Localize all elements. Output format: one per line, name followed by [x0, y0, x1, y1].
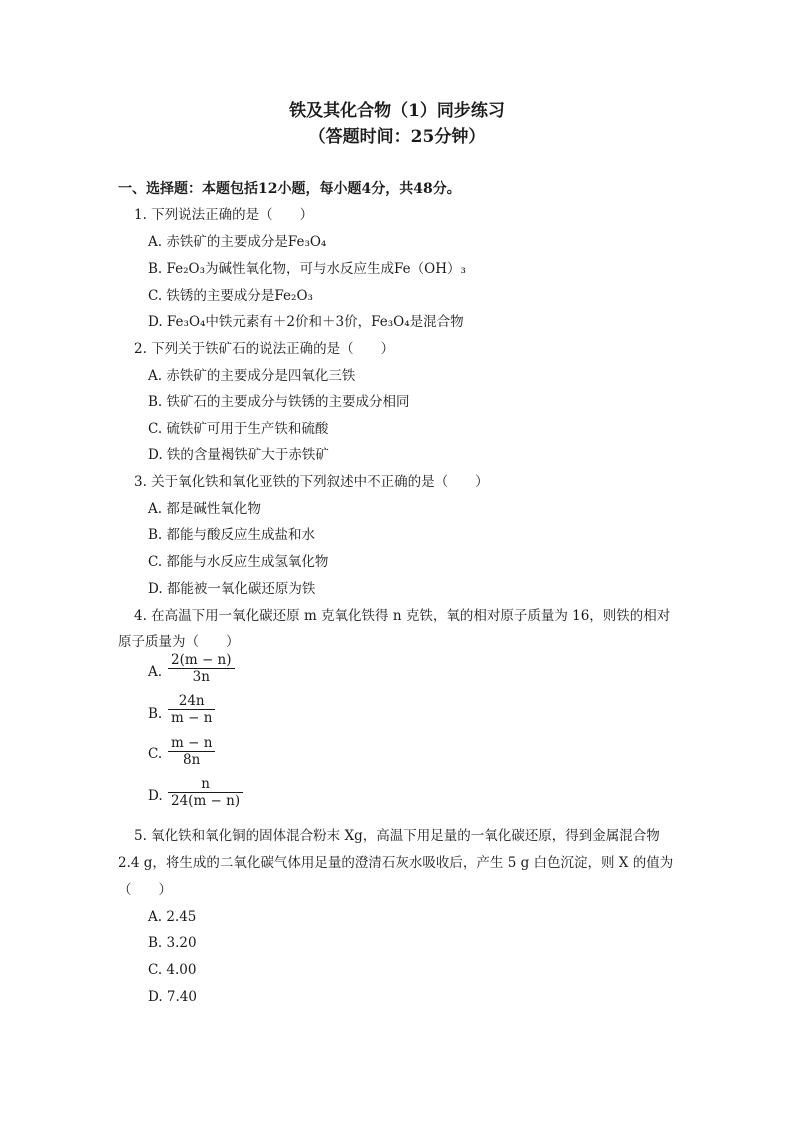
- question-5-option-c: C. 4.00: [148, 962, 197, 978]
- question-4-option-c-label: C.: [148, 746, 163, 762]
- fraction-numerator: m − n: [171, 735, 213, 751]
- question-4-option-a-fraction: [168, 652, 235, 685]
- question-4-option-d-fraction: [168, 776, 243, 809]
- question-4-option-b-fraction: [168, 693, 215, 726]
- question-4-stem-line-2: 原子质量为（ ）: [118, 634, 240, 650]
- document-subtitle: （答题时间：25分钟）: [308, 127, 486, 147]
- question-2-option-c: C. 硫铁矿可用于生产铁和硫酸: [148, 421, 329, 437]
- fraction-denominator: 8n: [183, 752, 201, 768]
- question-2-stem: 2. 下列关于铁矿石的说法正确的是（ ）: [134, 341, 395, 357]
- question-3-option-d: D. 都能被一氧化碳还原为铁: [148, 581, 316, 597]
- fraction-denominator: m − n: [171, 710, 213, 726]
- question-2-option-d: D. 铁的含量褐铁矿大于赤铁矿: [148, 447, 329, 463]
- document-title: 铁及其化合物（1）同步练习: [289, 101, 505, 121]
- question-3-option-b: B. 都能与酸反应生成盐和水: [148, 527, 316, 543]
- question-3-stem: 3. 关于氧化铁和氧化亚铁的下列叙述中不正确的是（ ）: [134, 474, 489, 490]
- question-4-option-c-fraction: [168, 735, 215, 768]
- question-5-stem-line-3: （ ）: [118, 882, 172, 898]
- question-3-option-a: A. 都是碱性氧化物: [148, 501, 261, 517]
- question-4-option-b-label: B.: [148, 706, 163, 722]
- fraction-denominator: 3n: [192, 669, 210, 685]
- question-1-option-a: A. 赤铁矿的主要成分是Fe₃O₄: [148, 234, 327, 250]
- question-2-option-b: B. 铁矿石的主要成分与铁锈的主要成分相同: [148, 394, 410, 410]
- question-1-option-b: B. Fe₂O₃为碱性氧化物，可与水反应生成Fe（OH）₃: [148, 261, 466, 277]
- fraction-numerator: n: [201, 776, 210, 792]
- question-2-option-a: A. 赤铁矿的主要成分是四氧化三铁: [148, 368, 356, 384]
- fraction-numerator: 24n: [178, 693, 205, 709]
- fraction-numerator: 2(m − n): [171, 652, 232, 668]
- question-5-option-d: D. 7.40: [148, 989, 197, 1005]
- question-4-stem-line-1: 4. 在高温下用一氧化碳还原 m 克氧化铁得 n 克铁，氧的相对原子质量为 16，则铁的相对: [134, 608, 671, 624]
- question-5-stem-line-1: 5. 氧化铁和氧化铜的固体混合粉末 Xg，高温下用足量的一氧化碳还原，得到金属混合物: [134, 828, 660, 844]
- question-5-option-a: A. 2.45: [148, 909, 197, 925]
- question-4-option-a-label: A.: [148, 664, 163, 680]
- fraction-denominator: 24(m − n): [171, 793, 241, 809]
- question-3-option-c: C. 都能与水反应生成氢氧化物: [148, 554, 329, 570]
- question-1-stem: 1. 下列说法正确的是（ ）: [134, 207, 314, 223]
- section-heading: 一、选择题：本题包括12小题，每小题4分，共48分。: [118, 181, 461, 197]
- question-1-option-d: D. Fe₃O₄中铁元素有＋2价和＋3价，Fe₃O₄是混合物: [148, 314, 464, 330]
- question-5-option-b: B. 3.20: [148, 935, 197, 951]
- question-1-option-c: C. 铁锈的主要成分是Fe₂O₃: [148, 288, 313, 304]
- question-4-option-d-label: D.: [148, 788, 163, 804]
- question-5-stem-line-2: 2.4 g，将生成的二氧化碳气体用足量的澄清石灰水吸收后，产生 5 g 白色沉淀，则 X 的值为: [118, 855, 674, 871]
